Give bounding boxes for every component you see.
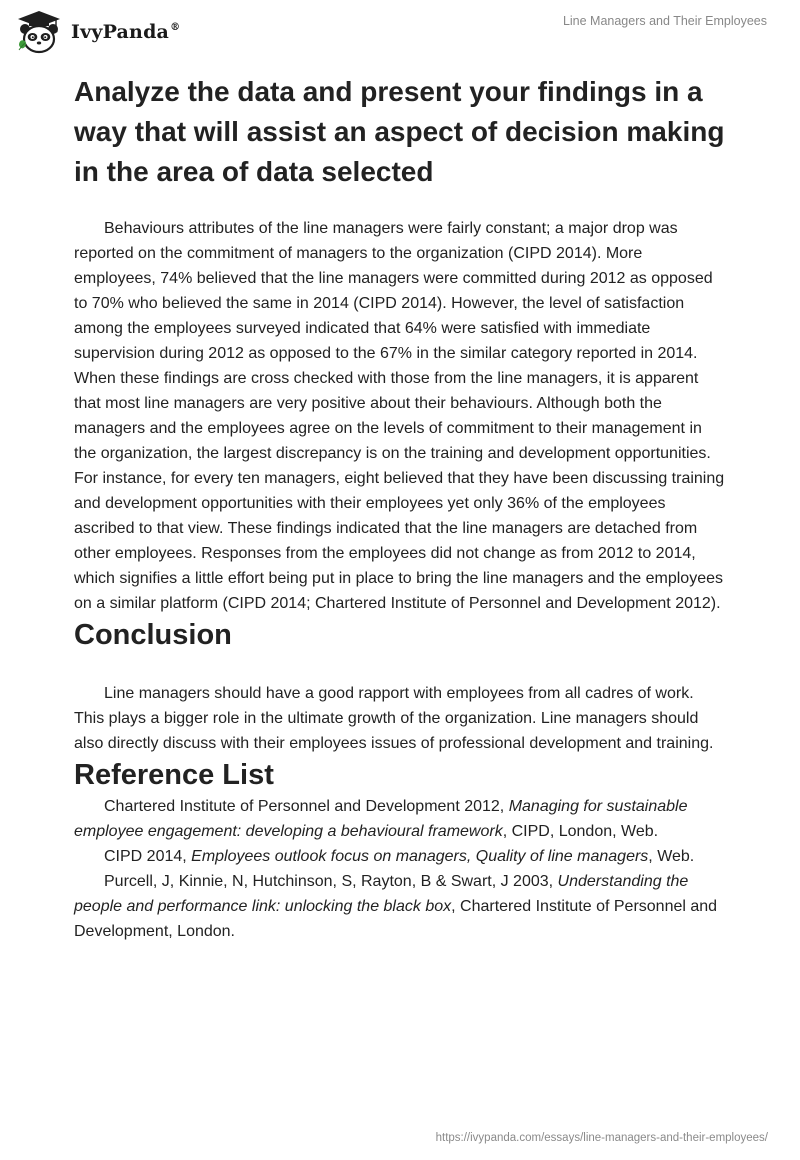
page-header (0, 0, 800, 60)
reference-tail: , CIPD, London, Web. (502, 823, 659, 840)
reference-tail: , Web. (648, 848, 695, 865)
ivypanda-logo[interactable] (14, 8, 180, 58)
reference-item (74, 794, 726, 844)
running-title: Line Managers and Their Employees (562, 14, 767, 28)
registered-mark: ® (170, 22, 181, 33)
brand-name-text: IvyPanda (71, 21, 170, 43)
reference-lead: Purcell, J, Kinnie, N, Hutchinson, S, Rayton, B & Swart, J 2003, (104, 873, 558, 890)
conclusion-paragraph: Line managers should have a good rapport with employees from all cadres of work. This plays a bigger role in the ultimate growth of the organization. Line managers should also directly discuss with their employees issues of professional development and training. (74, 685, 714, 752)
reference-title: Understanding the people and performance link: unlocking the black box (74, 873, 689, 915)
reference-item (74, 869, 726, 944)
analysis-paragraph: Behaviours attributes of the line managers were fairly constant; a major drop was reported on the commitment of managers to the organization (CIPD 2014). More employees, 74% believed that the line managers were committed during 2012 as opposed to 70% who believed the same in 2014 (CIPD 2014). However, the level of satisfaction among the employees surveyed indicated that 64% were satisfied with immediate supervision during 2012 as opposed to the 67% in the similar category reported in 2014. When these findings are cross checked with those from the line managers, it is apparent that most line managers are very positive about their behaviours. Although both the managers and the employees agree on the levels of commitment to their management in the organization, the largest discrepancy is on the training and development opportunities. For instance, for every ten managers, eight believed that they have been discussing training and development opportunities with their employees yet only 36% of the employees ascribed to that view. These findings indicated that the line managers are detached from other employees. Responses from the employees did not change as from 2012 to 2014, which signifies a little effort being put in place to bring the line managers and the employees on a similar platform (CIPD 2014; Chartered Institute of Personnel and Development 2012). (74, 220, 725, 612)
reference-lead: CIPD 2014, (104, 848, 192, 865)
reference-list-heading: Reference List (74, 759, 274, 791)
reference-lead: Chartered Institute of Personnel and Development 2012, (104, 798, 509, 815)
page-title: Analyze the data and present your findings in a way that will assist an aspect of decision making in the area of data selected (74, 76, 725, 187)
footer-source-url[interactable]: https://ivypanda.com/essays/line-managers-and-their-employees/ (435, 1132, 768, 1144)
reference-title: Managing for sustainable employee engagement: developing a behavioural framework (74, 798, 688, 840)
essay-content (74, 72, 726, 944)
brand-name (71, 21, 180, 43)
conclusion-heading: Conclusion (74, 619, 232, 651)
reference-item (74, 844, 726, 869)
panda-graduate-icon (14, 8, 64, 58)
reference-tail: , Chartered Institute of Personnel and Development, London. (74, 898, 718, 940)
reference-title: Employees outlook focus on managers, Quality of line managers (191, 848, 649, 865)
